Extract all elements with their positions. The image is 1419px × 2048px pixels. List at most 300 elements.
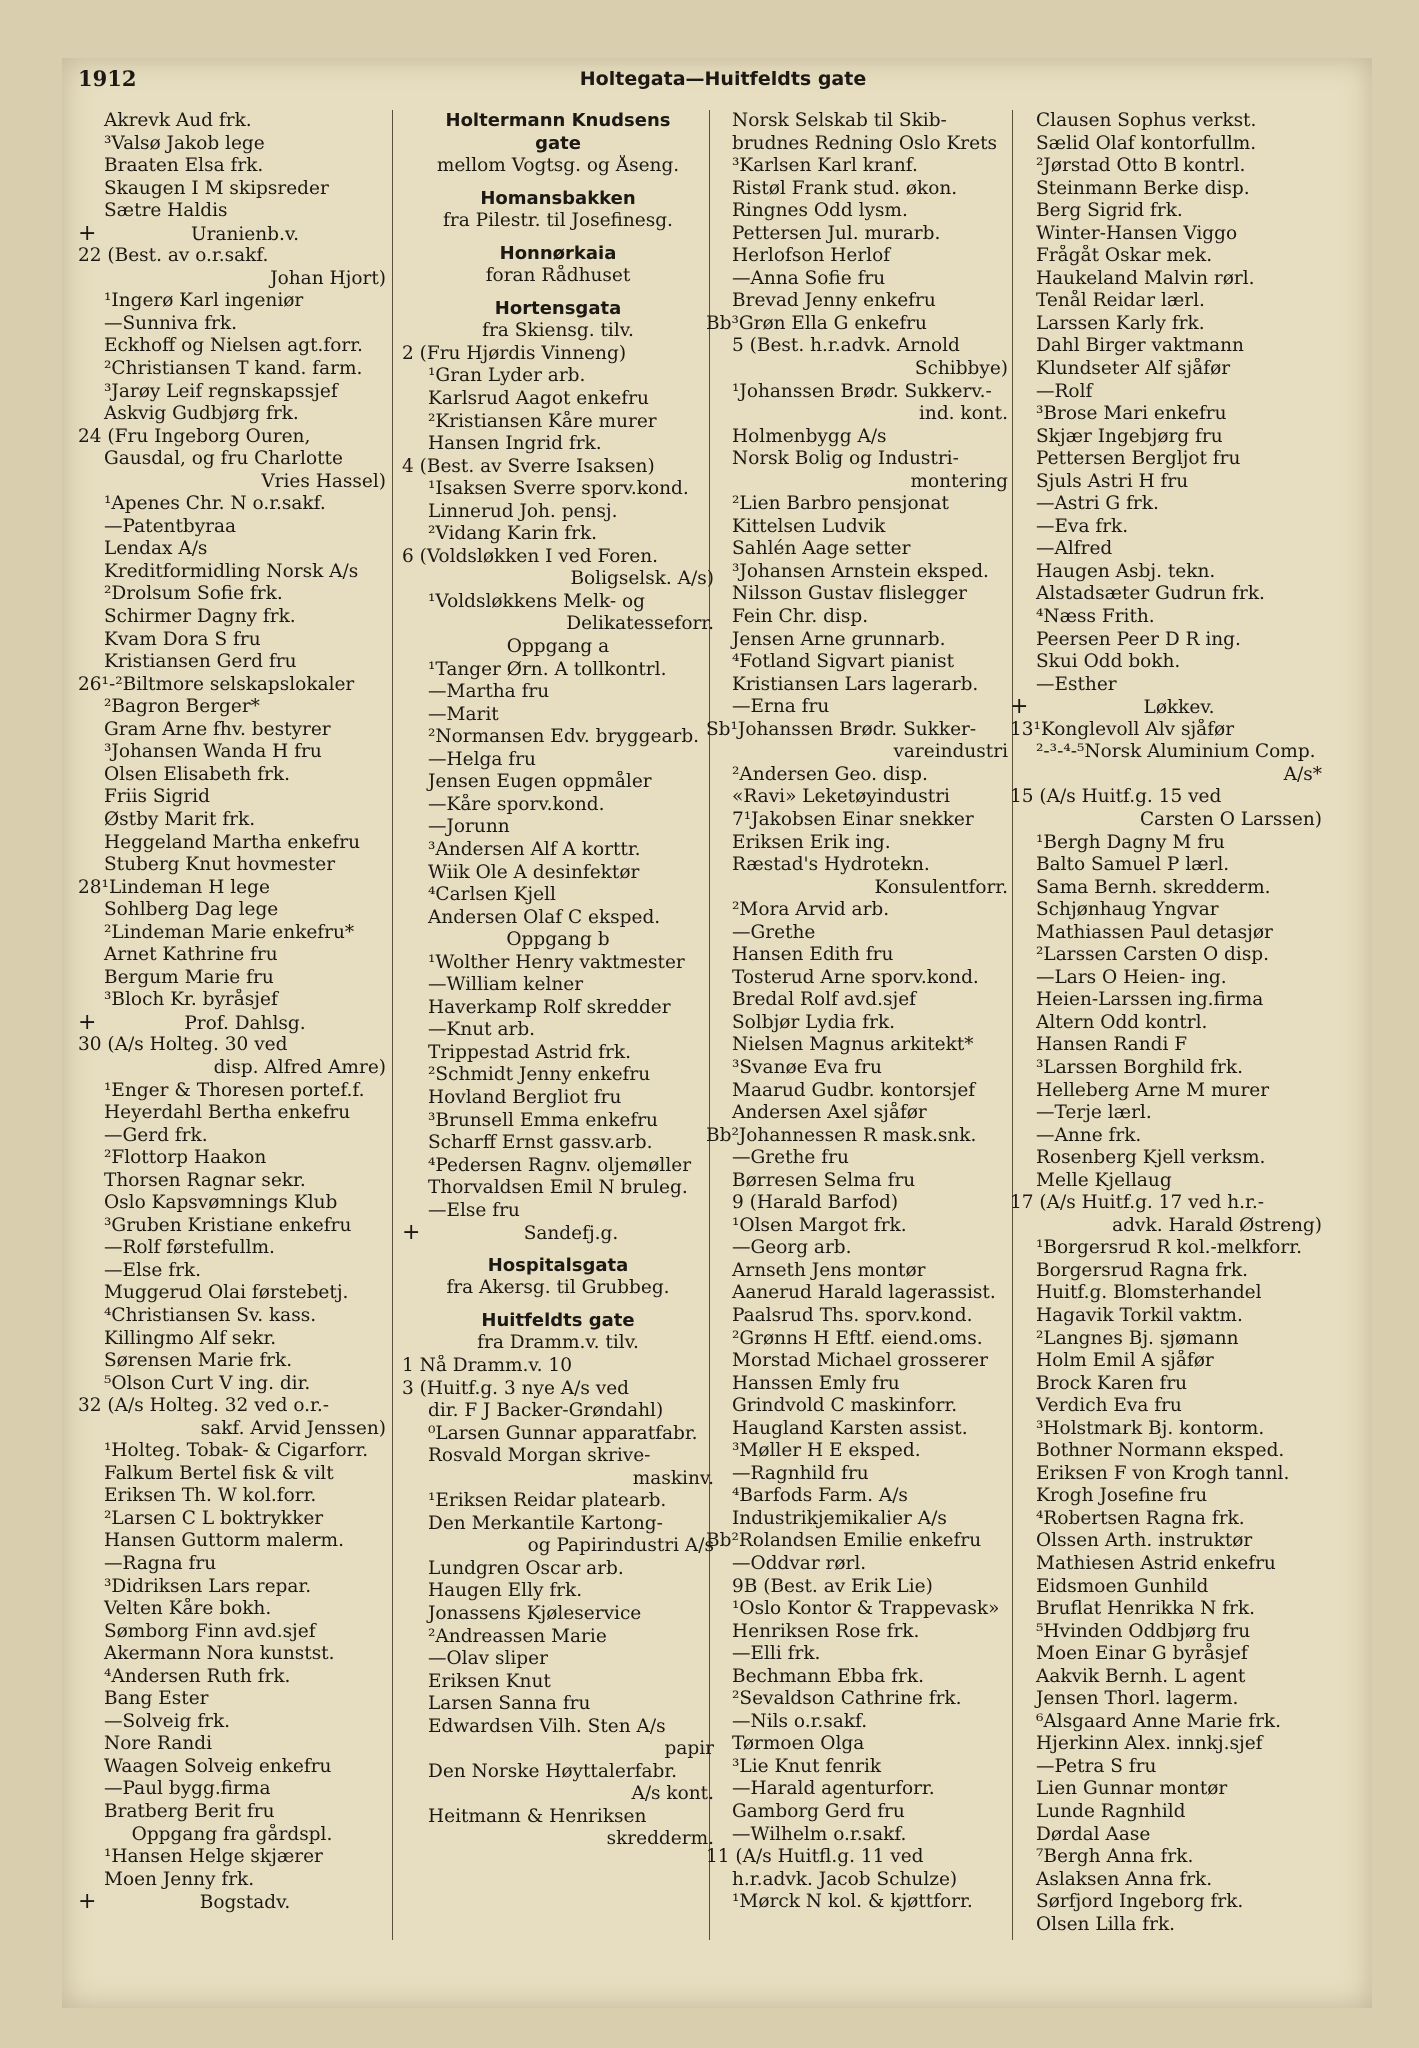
directory-entry: 9B (Best. av Erik Lie) [732,1575,933,1597]
directory-entry: Aanerud Harald lagerassist. [732,1282,996,1304]
directory-entry: ¹Apenes Chr. N o.r.sakf. [104,493,326,515]
directory-entry: Hansen Ingrid frk. [428,433,602,455]
directory-entry: Eidsmoen Gunhild [1036,1575,1209,1597]
directory-entry: Schibbye) [914,358,1008,380]
directory-entry: Norsk Bolig og Industri- [732,448,959,470]
directory-entry: ¹Olsen Margot frk. [732,1214,907,1236]
directory-entry: Trippestad Astrid frk. [428,1041,631,1063]
directory-entry: Haukeland Malvin rørl. [1036,267,1255,289]
directory-entry: Schirmer Dagny frk. [104,606,296,628]
directory-entry: Bang Ester [104,1688,209,1710]
directory-entry: Braaten Elsa frk. [104,155,264,177]
directory-entry: Frågåt Oskar mek. [1036,245,1213,267]
directory-entry: Skui Odd bokh. [1036,651,1181,673]
directory-entry: Peersen Peer D R ing. [1036,628,1241,650]
directory-entry: —Grethe fru [732,1147,849,1169]
directory-entry: Verdich Eva fru [1036,1395,1182,1417]
directory-entry: —Anne frk. [1036,1124,1142,1146]
directory-entry: —Elli frk. [732,1643,821,1665]
directory-entry: ¹Borgersrud R kol.-melkforr. [1036,1237,1302,1259]
directory-entry: ²Andersen Geo. disp. [732,763,928,785]
directory-column-4 [1010,110,1322,2010]
cross-street-label: Uranienb.v. [190,223,300,245]
directory-entry: mellom Vogtsg. og Åseng. [436,155,680,177]
section-gap [402,1300,714,1310]
directory-entry: Andersen Axel sjåfør [732,1102,927,1124]
directory-entry: ²-³-⁴-⁵Norsk Aluminium Comp. [1036,741,1316,763]
directory-entry: Balto Samuel P lærl. [1036,854,1230,876]
directory-entry: Paalsrud Ths. sporv.kond. [732,1304,973,1326]
directory-entry: ⁴Andersen Ruth frk. [104,1665,291,1687]
directory-entry: Clausen Sophus verkst. [1036,110,1257,131]
directory-entry: ²Larssen Carsten O disp. [1036,944,1270,966]
directory-entry: Solbjør Lydia frk. [732,1011,896,1033]
cross-street [78,1891,386,1914]
directory-entry: Fein Chr. disp. [732,606,869,628]
directory-entry: Oppgang a [506,636,610,658]
directory-entry: Moen Jenny frk. [104,1868,255,1890]
directory-entry: Falkum Bertel fisk & vilt [104,1462,334,1484]
directory-entry: Helleberg Arne M murer [1036,1079,1270,1101]
directory-entry: Kristiansen Gerd fru [104,651,297,673]
directory-entry: ³Johansen Wanda H fru [104,741,322,763]
directory-entry: Mathiassen Paul detasjør [1036,921,1273,943]
directory-entry: papir [664,1738,714,1760]
directory-entry: Heitmann & Henriksen [428,1805,647,1827]
directory-entry: fra Pilestr. til Josefinesg. [443,210,673,232]
directory-entry: ⁴Barfods Farm. A/s [732,1485,908,1507]
directory-entry: Ringnes Odd lysm. [732,200,908,222]
directory-entry: Killingmo Alf sekr. [104,1327,277,1349]
directory-entry: ¹Oslo Kontor & Trappevask» [732,1598,1000,1620]
directory-entry: ²Bagron Berger* [104,696,260,718]
directory-entry: —Patentbyraa [104,515,237,537]
directory-entry: Kreditformidling Norsk A/s [104,560,359,582]
directory-entry: Sohlberg Dag lege [104,899,279,921]
directory-entry: Den Norske Høyttalerfabr. [428,1760,678,1782]
directory-entry: ³Andersen Alf A korttr. [428,838,641,860]
directory-entry: —Astri G frk. [1036,493,1159,515]
page-header [78,66,1368,100]
directory-entry: 1 Nå Dramm.v. 10 [402,1354,572,1376]
directory-entry: fra Skiensg. tilv. [482,320,634,342]
directory-entry: Edwardsen Vilh. Sten A/s [428,1715,666,1737]
directory-entry: Aakvik Bernh. L agent [1036,1665,1246,1687]
directory-entry: Aslaksen Anna frk. [1036,1868,1213,1890]
directory-entry: brudnes Redning Oslo Krets [732,132,998,154]
directory-entry: ²Mora Arvid arb. [732,899,890,921]
directory-entry: Nielsen Magnus arkitekt* [732,1034,974,1056]
directory-entry: —Anna Sofie fru [732,267,886,289]
directory-entry: ³Karlsen Karl kranf. [732,155,918,177]
directory-entry: —Sunniva frk. [104,312,237,334]
directory-entry: Industrikjemikalier A/s [732,1507,947,1529]
directory-column-3 [706,110,1008,2010]
directory-entry: ⁵Hvinden Oddbjørg fru [1036,1620,1251,1642]
directory-entry: Oslo Kapsvømnings Klub [104,1192,338,1214]
directory-entry: Olsen Elisabeth frk. [104,763,290,785]
directory-entry: ¹Holteg. Tobak- & Cigarforr. [104,1440,369,1462]
directory-entry: Hansen Edith fru [732,944,894,966]
directory-entry: 26¹-²Biltmore selskapslokaler [78,673,355,695]
directory-entry: Norsk Selskab til Skib- [732,110,947,131]
directory-entry: Linnerud Joh. pensj. [428,500,618,522]
directory-entry: Winter-Hansen Viggo [1036,222,1238,244]
directory-entry: Steinmann Berke disp. [1036,177,1250,199]
directory-entry: ³Holstmark Bj. kontorm. [1036,1417,1265,1439]
directory-entry: 17 (A/s Huitf.g. 17 ved h.r.- [1010,1192,1264,1214]
directory-entry: Vries Hassel) [261,470,386,492]
directory-entry: 4 (Best. av Sverre Isaksen) [402,455,655,477]
directory-entry: Mathiesen Astrid enkefru [1036,1553,1276,1574]
directory-entry: Lendax A/s [104,538,208,560]
directory-entry: Kittelsen Ludvik [732,515,886,537]
directory-entry: Jonassens Kjøleservice [428,1603,642,1624]
directory-entry: Gram Arne fhv. bestyrer [104,718,331,740]
directory-entry: ³Brunsell Emma enkefru [428,1109,658,1131]
directory-entry: ⁴Christiansen Sv. kass. [104,1304,317,1326]
directory-entry: Jensen Eugen oppmåler [428,771,652,793]
directory-entry: Nilsson Gustav flislegger [732,583,968,605]
directory-entry: ²Andreassen Marie [428,1625,607,1647]
directory-entry: Bb²Johannessen R mask.snk. [706,1124,977,1146]
directory-entry: 15 (A/s Huitf.g. 15 ved [1010,786,1222,808]
directory-entry: Bratberg Berit fru [104,1801,275,1823]
directory-entry: 6 (Voldsløkken I ved Foren. [402,545,659,567]
directory-entry: Eriksen F von Krogh tannl. [1036,1462,1290,1484]
directory-entry: ¹Eriksen Reidar platearb. [428,1490,667,1512]
directory-entry: 9 (Harald Barfod) [732,1192,899,1214]
directory-entry: Friis Sigrid [104,786,210,808]
directory-entry: Hanssen Emly fru [732,1372,900,1394]
directory-entry: og Papirindustri A/s [527,1535,714,1557]
cross-street-icon: + [402,1222,421,1245]
directory-entry: Haugen Asbj. tekn. [1036,560,1216,582]
directory-entry: Bredal Rolf avd.sjef [732,989,916,1011]
directory-entry: Akrevk Aud frk. [104,110,252,131]
directory-entry: —Helga fru [428,748,536,770]
directory-entry: h.r.advk. Jacob Schulze) [732,1868,958,1890]
directory-entry: Andersen Olaf C eksped. [428,906,661,928]
directory-entry: Sb¹Johanssen Brødr. Sukker- [706,718,977,740]
directory-entry: ²Sevaldson Cathrine frk. [732,1688,962,1710]
directory-entry: Alstadsæter Gudrun frk. [1036,583,1265,605]
directory-entry: —Alfred [1036,538,1113,560]
directory-entry: Bothner Normann eksped. [1036,1440,1285,1462]
directory-entry: Nore Randi [104,1733,213,1755]
directory-entry: ind. kont. [918,403,1008,425]
directory-entry: ⁵Olson Curt V ing. dir. [104,1372,311,1394]
directory-entry: ⁴Carlsen Kjell [428,884,556,906]
directory-entry: Ræstad's Hydrotekn. [732,854,930,876]
directory-entry: Johan Hjort) [270,267,386,289]
cross-street-icon: + [1010,696,1029,719]
directory-entry: ³Johansen Arnstein eksped. [732,560,989,582]
directory-entry: Holmenbygg A/s [732,425,887,447]
directory-entry: 7¹Jakobsen Einar snekker [732,808,974,830]
directory-entry: ¹Bergh Dagny M fru [1036,831,1225,853]
directory-entry: ¹Tanger Ørn. A tollkontrl. [428,658,667,680]
directory-entry: —Esther [1036,673,1117,695]
directory-entry: Schjønhaug Yngvar [1036,899,1219,921]
directory-entry: —Jorunn [428,816,510,838]
directory-entry: Olssen Arth. instruktør [1036,1530,1253,1552]
directory-entry: Sjuls Astri H fru [1036,470,1189,492]
cross-street [78,1012,386,1035]
directory-entry: —Olav sliper [428,1648,548,1670]
directory-entry: Arnseth Jens montør [732,1259,926,1281]
directory-entry: Sahlén Aage setter [732,538,911,560]
directory-entry: ⁶Alsgaard Anne Marie frk. [1036,1710,1282,1732]
directory-entry: Rosenberg Kjell verksm. [1036,1147,1266,1169]
directory-entry: Hansen Guttorm malerm. [104,1530,344,1552]
directory-entry: disp. Alfred Amre) [213,1056,386,1078]
directory-entry: ²Drolsum Sofie frk. [104,583,283,605]
directory-entry: Carsten O Larssen) [1140,808,1322,830]
directory-entry: —Else frk. [104,1259,202,1281]
directory-entry: Lunde Ragnhild [1036,1801,1186,1823]
directory-column-2 [402,110,714,2010]
street-heading: gate [535,132,581,154]
directory-entry: ³Brose Mari enkefru [1036,403,1227,425]
directory-entry: Krogh Josefine fru [1036,1485,1208,1507]
directory-entry: Haugland Karsten assist. [732,1417,968,1439]
directory-entry: Sømborg Finn avd.sjef [104,1620,316,1642]
directory-entry: ³Svanøe Eva fru [732,1056,882,1078]
directory-entry: 13¹Konglevoll Alv sjåfør [1010,718,1235,740]
directory-entry: Larssen Karly frk. [1036,312,1205,334]
directory-entry: ²Normansen Edv. bryggearb. [428,726,700,748]
directory-entry: Konsulentforr. [874,876,1008,898]
directory-entry: Sælid Olaf kontorfullm. [1036,132,1257,154]
directory-entry: Muggerud Olai førstebetj. [104,1282,349,1304]
directory-entry: —Erna fru [732,696,830,718]
directory-entry: montering [910,470,1008,492]
directory-entry: Maarud Gudbr. kontorsjef [732,1079,976,1101]
directory-entry: —Ragnhild fru [732,1462,869,1484]
directory-entry: Gausdal, og fru Charlotte [104,448,343,470]
directory-entry: ³Gruben Kristiane enkefru [104,1214,352,1236]
directory-entry: Dahl Birger vaktmann [1036,335,1244,357]
directory-entry: —Rolf [1036,380,1093,402]
directory-entry: maskinv. [632,1467,714,1489]
directory-entry: Henriksen Rose frk. [732,1620,920,1642]
running-title: Holtegata—Huitfeldts gate [579,68,867,90]
directory-entry: ²Grønns H Eftf. eiend.oms. [732,1327,983,1349]
directory-entry: Tosterud Arne sporv.kond. [732,966,979,988]
directory-entry: Ristøl Frank stud. økon. [732,177,958,199]
directory-entry: Wiik Ole A desinfektør [428,861,640,883]
directory-entry: 11 (A/s Huitfl.g. 11 ved [706,1846,924,1868]
directory-entry: —Eva frk. [1036,515,1129,537]
directory-entry: 30 (A/s Holteg. 30 ved [78,1034,288,1056]
directory-entry: Heyerdahl Bertha enkefru [104,1102,351,1124]
directory-entry: ⁴Robertsen Ragna frk. [1036,1507,1245,1529]
directory-entry: Pettersen Bergljot fru [1036,448,1241,470]
directory-entry: dir. F J Backer-Grøndahl) [428,1400,664,1422]
directory-entry: Bruflat Henrikka N frk. [1036,1598,1255,1620]
section-gap [402,233,714,243]
directory-entry: Scharff Ernst gassv.arb. [428,1132,653,1154]
directory-entry: —Knut arb. [428,1019,536,1041]
directory-entry: 2 (Fru Hjørdis Vinneng) [402,342,627,364]
directory-entry: Delikatesseforr. [566,613,714,635]
directory-entry: Thorvaldsen Emil N bruleg. [428,1177,688,1199]
directory-entry: Borgersrud Ragna frk. [1036,1259,1249,1281]
directory-entry: ³Bloch Kr. byråsjef [104,989,278,1011]
directory-entry: ³Jarøy Leif regnskapssjef [104,380,338,402]
section-gap [402,288,714,298]
directory-entry: Hovland Bergliot fru [428,1086,622,1108]
directory-entry: Bergum Marie fru [104,966,274,988]
directory-entry: ²Lindeman Marie enkefru* [104,921,355,943]
directory-entry: Altern Odd kontrl. [1036,1011,1208,1033]
directory-entry: —Georg arb. [732,1237,852,1259]
directory-entry: Eriksen Erik ing. [732,831,891,853]
directory-entry: ³Larssen Borghild frk. [1036,1056,1243,1078]
directory-entry: advk. Harald Østreng) [1112,1214,1322,1236]
directory-entry: ²Larsen C L boktrykker [104,1507,324,1529]
column-divider [392,110,393,1940]
directory-entry: Sama Bernh. skredderm. [1036,876,1271,898]
cross-street-label: Bogstadv. [199,1892,291,1914]
directory-entry: Akermann Nora kunstst. [104,1643,335,1665]
directory-entry: A/s* [1283,763,1322,785]
directory-entry: ²Vidang Karin frk. [428,523,598,545]
directory-entry: —Nils o.r.sakf. [732,1710,868,1732]
directory-entry: foran Rådhuset [485,265,631,287]
directory-entry: —William kelner [428,974,584,996]
directory-entry: Eckhoff og Nielsen agt.forr. [104,335,363,357]
directory-entry: ³Didriksen Lars repar. [104,1575,312,1597]
directory-entry: ²Flottorp Haakon [104,1147,267,1169]
directory-entry: Pettersen Jul. murarb. [732,222,941,244]
directory-entry: —Marit [428,703,499,725]
directory-entry: —Kåre sporv.kond. [428,793,605,815]
directory-entry: Jensen Arne grunnarb. [732,628,946,650]
directory-entry: Bechmann Ebba frk. [732,1665,924,1687]
directory-entry: Hansen Randi F [1036,1034,1188,1056]
directory-entry: fra Dramm.v. tilv. [477,1332,639,1354]
cross-street [402,1222,714,1245]
directory-entry: Sætre Haldis [104,200,228,222]
directory-entry: Melle Kjellaug [1036,1169,1172,1191]
directory-entry: Grindvold C maskinforr. [732,1395,958,1417]
section-gap [402,178,714,188]
directory-entry: ¹Enger & Thoresen portef.f. [104,1079,365,1101]
directory-entry: A/s kont. [631,1783,714,1805]
directory-entry: Skaugen I M skipsreder [104,177,329,199]
directory-entry: ²Christiansen T kand. farm. [104,358,363,380]
directory-entry: Heggeland Martha enkefru [104,831,361,853]
directory-entry: Oppgang fra gårdspl. [131,1823,333,1845]
directory-entry: sakf. Arvid Jenssen) [200,1417,386,1439]
directory-entry: ¹Johanssen Brødr. Sukkerv.- [732,380,992,402]
directory-entry: ²Jørstad Otto B kontrl. [1036,155,1246,177]
directory-entry: ¹Wolther Henry vaktmester [428,951,685,973]
directory-entry: 22 (Best. av o.r.sakf. [78,245,269,267]
cross-street-label: Sandefj.g. [523,1223,619,1245]
directory-entry: ¹Gran Lyder arb. [428,365,586,387]
directory-entry: ²Langnes Bj. sjømann [1036,1327,1239,1349]
directory-entry: Sørensen Marie frk. [104,1350,293,1372]
directory-entry: skredderm. [606,1828,714,1850]
street-heading: Honnørkaia [499,242,617,264]
directory-entry: ⁴Pedersen Ragnv. oljemøller [428,1154,692,1176]
directory-entry: ²Kristiansen Kåre murer [428,410,657,432]
directory-entry: —Oddvar rørl. [732,1553,867,1574]
directory-entry: Østby Marit frk. [104,808,256,830]
directory-entry: Morstad Michael grosserer [732,1350,988,1372]
directory-entry: Børresen Selma fru [732,1169,916,1191]
directory-entry: Tenål Reidar lærl. [1036,290,1205,312]
directory-entry: Haverkamp Rolf skredder [428,996,671,1018]
directory-entry: Kristiansen Lars lagerarb. [732,673,979,695]
directory-entry: ⁴Fotland Sigvart pianist [732,651,955,673]
cross-street [78,223,386,246]
directory-entry: Eriksen Th. W kol.forr. [104,1485,317,1507]
directory-entry: Thorsen Ragnar sekr. [104,1169,306,1191]
directory-entry: —Petra S fru [1036,1755,1157,1777]
directory-entry: ³Lie Knut fenrik [732,1755,882,1777]
directory-entry: Karlsrud Aagot enkefru [428,388,649,410]
directory-entry: Dørdal Aase [1036,1823,1151,1845]
directory-entry: Lundgren Oscar arb. [428,1557,624,1579]
directory-entry: ⁴Næss Frith. [1036,606,1155,628]
directory-entry: ²Lien Barbro pensjonat [732,493,949,515]
directory-entry: Brevad Jenny enkefru [732,290,936,312]
street-heading: Holtermann Knudsens [445,110,671,131]
cross-street-icon: + [78,1011,97,1035]
directory-entry: «Ravi» Leketøyindustri [732,786,950,808]
directory-entry: Sørfjord Ingeborg frk. [1036,1891,1244,1913]
directory-entry: vareindustri [893,741,1008,763]
directory-entry: Hagavik Torkil vaktm. [1036,1304,1243,1326]
directory-entry: —Gerd frk. [104,1124,208,1146]
directory-entry: —Martha fru [428,681,550,703]
directory-entry: Boligselsk. A/s) [570,568,714,590]
directory-entry: 24 (Fru Ingeborg Ouren, [78,425,311,447]
directory-entry: Hjerkinn Alex. innkj.sjef [1036,1733,1263,1755]
street-heading: Hortensgata [494,297,622,319]
directory-entry: ¹Isaksen Sverre sporv.kond. [428,478,689,500]
directory-entry: Larsen Sanna fru [428,1693,591,1715]
directory-entry: 32 (A/s Holteg. 32 ved o.r.- [78,1395,329,1417]
directory-entry: ¹Ingerø Karl ingeniør [104,290,304,312]
directory-entry: Gamborg Gerd fru [732,1801,905,1823]
directory-entry: —Paul bygg.firma [104,1778,271,1800]
directory-entry: Lien Gunnar montør [1036,1778,1228,1800]
street-heading: Hospitalsgata [487,1254,629,1276]
directory-entry: ¹Hansen Helge skjærer [104,1846,323,1868]
directory-entry: Haugen Elly frk. [428,1580,583,1602]
directory-entry: —Wilhelm o.r.sakf. [732,1823,907,1845]
directory-entry: Klundseter Alf sjåfør [1036,358,1231,380]
cross-street [1010,696,1322,719]
directory-entry: —Harald agenturforr. [732,1778,935,1800]
directory-entry: Berg Sigrid frk. [1036,200,1183,222]
cross-street-label: Prof. Dahlsg. [184,1012,306,1034]
directory-entry: 5 (Best. h.r.advk. Arnold [732,335,960,357]
directory-entry: ²Schmidt Jenny enkefru [428,1064,651,1086]
directory-entry: —Solveig frk. [104,1710,231,1732]
directory-entry: Olsen Lilla frk. [1036,1913,1176,1935]
directory-entry: ³Møller H E eksped. [732,1440,921,1462]
directory-entry: ³Valsø Jakob lege [104,132,265,154]
directory-entry: ¹Voldsløkkens Melk- og [428,590,645,612]
directory-entry: —Grethe [732,921,816,943]
directory-entry: Moen Einar G byråsjef [1036,1643,1248,1665]
